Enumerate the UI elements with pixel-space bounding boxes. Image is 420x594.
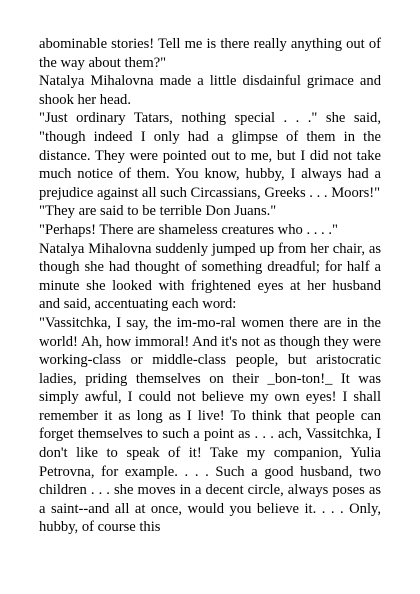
paragraph-2: Natalya Mihalovna made a little disdainful grimace and shook her head. (39, 73, 381, 108)
paragraph-1: abominable stories! Tell me is there really anything out of the way about them?" (39, 36, 381, 71)
paragraph-4: "They are said to be terrible Don Juans." (39, 203, 277, 220)
paragraph-6: Natalya Mihalovna suddenly jumped up from her chair, as though she had thought of something dreadful; for half a minute she looked with frightened eyes at her husband and said, accentuating each word: (39, 240, 381, 313)
paragraph-3: "Just ordinary Tatars, nothing special . . ." she said, "though indeed I only had a glimpse of them in the distance. They were pointed out to me, but I did not take much notice of them. You know, hubby, I always had a prejudice against all such Circassians, Greeks . . . Moors!" (39, 110, 381, 201)
paragraph-5: "Perhaps! There are shameless creatures who . . . ." (39, 221, 338, 238)
paragraph-7: "Vassitchka, I say, the im-mo-ral women there are in the world! Ah, how immoral! And it's not as though they were working-class or middle-class people, but aristocratic ladies, priding themselves on their _bon-ton!_ It was simply awful, I could not believe my own eyes! I shall remember it as long as I live! To think that people can forget themselves to such a point as . . . ach, Vassitchka, I don't like to speak of it! Take my companion, Yulia Petrovna, for example. . . . Such a good husband, two children . . . she moves in a decent circle, always poses as a saint--and all at once, would you believe it. . . . Only, hubby, of course this (39, 314, 381, 536)
document-page (39, 35, 381, 537)
